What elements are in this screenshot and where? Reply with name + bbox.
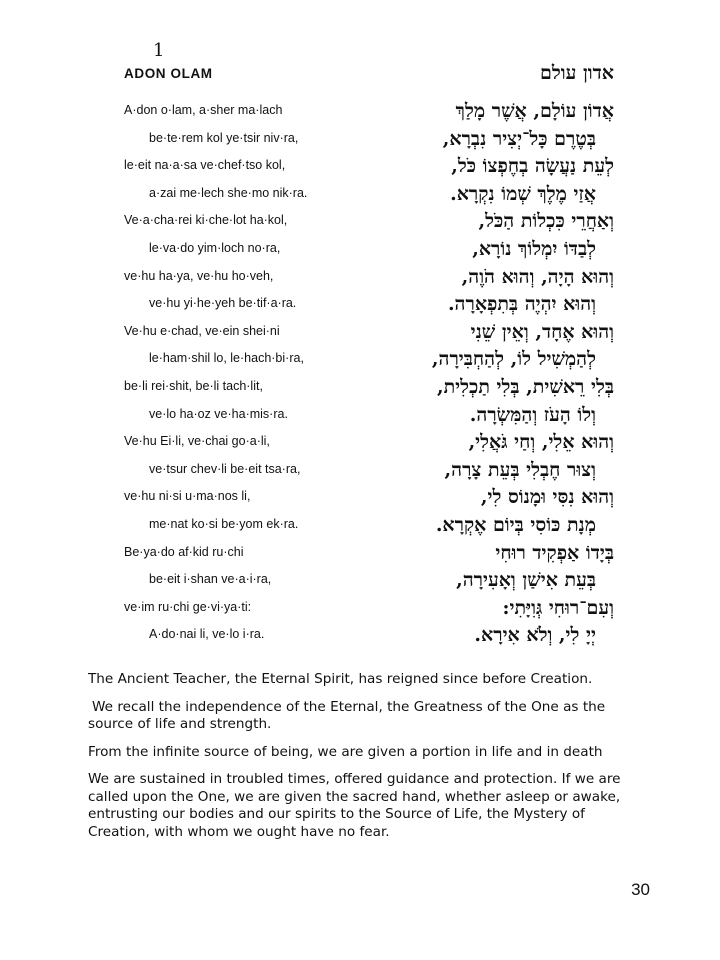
hebrew-line: לְבַדּוֹ יִמְלוֹךְ נוֹרָא,	[472, 237, 596, 260]
transliteration-line: ve·tsur chev·li be·eit tsa·ra,	[149, 461, 301, 476]
hebrew-line: וְעִם־רוּחִי גְּוִיָּתִי:	[502, 596, 614, 619]
transliteration-line: Be·ya·do af·kid ru·chi	[124, 544, 244, 559]
verse-row	[0, 183, 720, 211]
hebrew-line: אֲזַי מֶלֶךְ שְׁמוֹ נִקְרָא.	[450, 182, 596, 205]
translation-paragraph: The Ancient Teacher, the Eternal Spirit, has reigned since before Creation.	[88, 671, 593, 687]
verse-row	[0, 348, 720, 376]
transliteration-line: Ve·hu Ei·li, ve·chai go·a·li,	[124, 434, 270, 449]
hebrew-line: בְּעֵת אִישַׁן וְאָעִירָה,	[456, 569, 596, 592]
translation-block	[88, 671, 648, 851]
transliteration-line: A·do·nai li, ve·lo i·ra.	[149, 627, 265, 642]
transliteration-line: be·li rei·shit, be·li tach·lit,	[124, 378, 263, 393]
translation-paragraph: From the infinite source of being, we are given a portion in life and in death	[88, 743, 603, 760]
verse-row	[0, 431, 720, 459]
verse-row	[0, 293, 720, 321]
verse-rows	[0, 100, 720, 652]
hebrew-line: וְהוּא אֵלִי, וְחַי גֹּאֲלִי,	[468, 431, 614, 454]
transliteration-line: ve·hu ni·si u·ma·nos li,	[124, 489, 251, 504]
verse-row	[0, 569, 720, 597]
hebrew-line: וְלוֹ הָעֹז וְהַמִּשְׂרָה.	[469, 403, 596, 426]
transliteration-line: ve·im ru·chi ge·vi·ya·ti:	[124, 599, 252, 614]
page-number-top: 1	[153, 40, 165, 61]
hebrew-line: לְהַמְשִׁיל לוֹ, לְהַחְבִּירָה,	[431, 348, 596, 371]
verse-row	[0, 597, 720, 625]
verse-row	[0, 155, 720, 183]
hebrew-line: בְּטֶרֶם כָּל־יְצִיר נִבְרָא,	[442, 127, 596, 150]
hebrew-line: יְיָ לִי, וְלֹא אִירָא.	[474, 624, 596, 647]
hebrew-line: לְעֵת נַעֲשָׂה בְחֶפְצוֹ כֹּל,	[451, 155, 614, 178]
transliteration-line: A·don o·lam, a·sher ma·lach	[124, 103, 283, 117]
hebrew-line: וְהוּא הָיָה, וְהוּא הֹוֶה,	[461, 265, 614, 288]
verse-row	[0, 486, 720, 514]
transliteration-line: be·te·rem kol ye·tsir niv·ra,	[149, 130, 299, 145]
transliteration-line: ve·lo ha·oz ve·ha·mis·ra.	[149, 406, 288, 421]
verse-row	[0, 266, 720, 294]
transliteration-line: Ve·a·cha·rei ki·che·lot ha·kol,	[124, 213, 288, 228]
translation-paragraph: We recall the independence of the Eternal, the Greatness of the One as the source of life and strength.	[88, 698, 606, 732]
verse-row	[0, 514, 720, 542]
verse-row	[0, 404, 720, 432]
verse-row	[0, 624, 720, 652]
verse-row	[0, 376, 720, 404]
verse-row	[0, 459, 720, 487]
verse-row	[0, 542, 720, 570]
verse-row	[0, 210, 720, 238]
transliteration-line: le·eit na·a·sa ve·chef·tso kol,	[124, 158, 286, 173]
hebrew-line: אֲדוֹן עוֹלָם, אֲשֶׁר מָלַךְ	[455, 100, 614, 122]
page-number-bottom: 30	[631, 880, 650, 899]
hebrew-line: וְאַחֲרֵי כִּכְלוֹת הַכֹּל,	[478, 210, 614, 233]
hebrew-line: בְּלִי רֵאשִׁית, בְּלִי תַכְלִית,	[436, 375, 614, 398]
hebrew-line: וְהוּא יִהְיֶה בְּתִפְאָרָה.	[447, 293, 596, 316]
hebrew-line: וְהוּא אֶחָד, וְאֵין שֵׁנִי	[470, 320, 614, 343]
hebrew-line: וְהוּא נִסִּי וּמָנוֹס לִי,	[480, 486, 614, 509]
hebrew-line: מְנָת כּוֹסִי בְּיוֹם אֶקְרָא.	[435, 513, 596, 536]
transliteration-line: be·eit i·shan ve·a·i·ra,	[149, 572, 272, 587]
verse-row	[0, 321, 720, 349]
verse-row	[0, 100, 720, 128]
verse-row	[0, 128, 720, 156]
transliteration-line: me·nat ko·si be·yom ek·ra.	[149, 516, 299, 531]
hebrew-line: וְצוּר חֶבְלִי בְּעֵת צָרָה,	[444, 458, 596, 481]
transliteration-line: Ve·hu e·chad, ve·ein shei·ni	[124, 323, 280, 338]
transliteration-line: ve·hu yi·he·yeh be·tif·a·ra.	[149, 296, 297, 311]
title-hebrew: אדון עולם	[539, 62, 614, 84]
translation-paragraph: We are sustained in troubled times, offered guidance and protection. If we are called upon the One, we are given the sacred hand, whether asleep or awake, entrusting our bodies and our spirits to the Source of Life, the Mystery of Creation, with whom we ought have no fear.	[88, 771, 621, 840]
verse-row	[0, 238, 720, 266]
transliteration-line: le·va·do yim·loch no·ra,	[149, 240, 281, 255]
transliteration-line: ve·hu ha·ya, ve·hu ho·veh,	[124, 268, 274, 283]
hebrew-line: בְּיָדוֹ אַפְקִיד רוּחִי	[495, 541, 614, 564]
title-english: ADON OLAM	[124, 66, 213, 81]
transliteration-line: a·zai me·lech she·mo nik·ra.	[149, 185, 308, 200]
transliteration-line: le·ham·shil lo, le·hach·bi·ra,	[149, 351, 304, 366]
